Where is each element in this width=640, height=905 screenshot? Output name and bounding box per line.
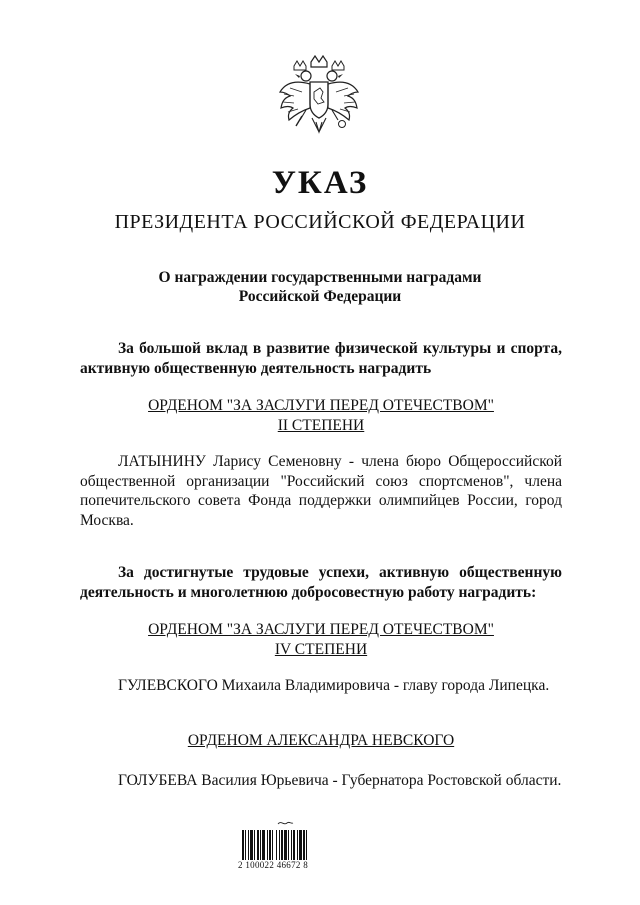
barcode-bar xyxy=(269,830,271,860)
barcode-bar xyxy=(299,830,302,860)
barcode-bar xyxy=(248,830,249,860)
barcode-bar xyxy=(254,830,255,860)
barcode-number: 2 100022 46672 8 xyxy=(238,860,309,870)
barcode-bar xyxy=(257,830,259,860)
award-1-title-line1: ОРДЕНОМ "ЗА ЗАСЛУГИ ПЕРЕД ОТЕЧЕСТВОМ" xyxy=(148,397,494,414)
barcode-bar xyxy=(288,830,289,860)
section-2-intro: За достигнутые трудовые успехи, активную общественную деятельность и многолетнюю добросовестную работу наградить: xyxy=(80,564,562,601)
decree-subject-line2: Российской Федерации xyxy=(238,288,402,305)
award-2-title-line2: IV СТЕПЕНИ xyxy=(274,640,368,658)
award-2-recipient: ГУЛЕВСКОГО Михаила Владимировича - главу города Липецка. xyxy=(118,677,550,694)
coat-of-arms-icon xyxy=(276,52,362,144)
barcode-bar xyxy=(260,830,261,860)
barcode-bar xyxy=(250,830,253,860)
award-1-title-line2: II СТЕПЕНИ xyxy=(277,416,365,434)
award-1-title xyxy=(80,396,562,435)
barcode-bar xyxy=(272,830,273,860)
barcode-bar xyxy=(267,830,268,860)
barcode-bar xyxy=(293,830,295,860)
barcode-bar xyxy=(262,830,265,860)
award-3-title xyxy=(80,731,562,751)
award-2-title xyxy=(80,620,562,659)
page-subtitle: ПРЕЗИДЕНТА РОССИЙСКОЙ ФЕДЕРАЦИИ xyxy=(114,211,526,233)
barcode-bar xyxy=(291,830,292,860)
decree-subject xyxy=(80,268,560,306)
barcode-bar xyxy=(245,830,246,860)
decree-subject-line1: О награждении государственными наградами xyxy=(158,269,482,286)
page-title: УКАЗ xyxy=(271,165,369,201)
award-3-title-line1: ОРДЕНОМ АЛЕКСАНДРА НЕВСКОГО xyxy=(187,732,455,749)
section-1-intro: За большой вклад в развитие физической культуры и спорта, активную общественную деятельность наградить xyxy=(80,340,562,377)
barcode-bar xyxy=(242,830,244,860)
award-3-recipient: ГОЛУБЕВА Василия Юрьевича - Губернатора Ростовской области. xyxy=(118,772,562,789)
award-1-recipient: ЛАТЫНИНУ Ларису Семеновну - члена бюро Общероссийской общественной организации "Российский союз спортсменов", члена попечительского совета Фонда поддержки олимпийцев России, город Москва. xyxy=(80,453,562,529)
barcode-bar xyxy=(297,830,298,860)
barcode-bar xyxy=(279,830,280,860)
barcode-bar xyxy=(303,830,305,860)
barcode-bar xyxy=(284,830,287,860)
barcode-bar xyxy=(306,830,307,860)
barcode-bar xyxy=(276,830,277,860)
award-2-title-line1: ОРДЕНОМ "ЗА ЗАСЛУГИ ПЕРЕД ОТЕЧЕСТВОМ" xyxy=(148,621,494,638)
barcode-bar xyxy=(281,830,283,860)
